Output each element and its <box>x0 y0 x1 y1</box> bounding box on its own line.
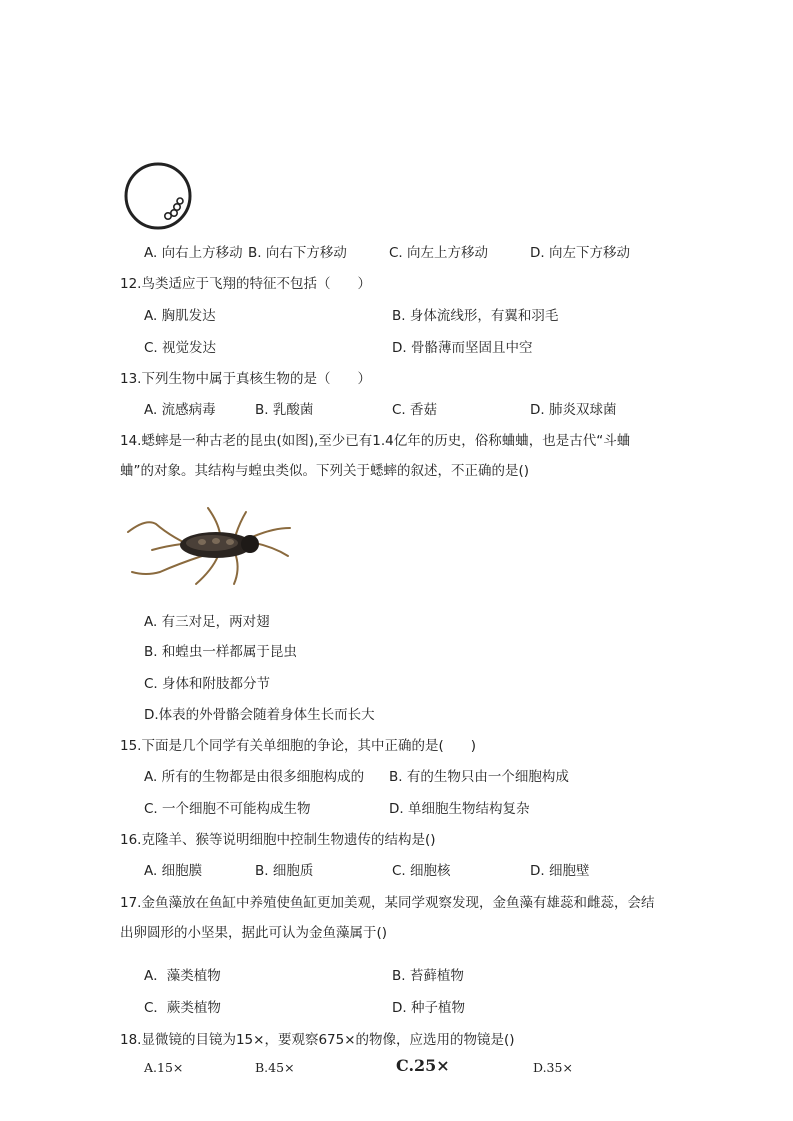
q18-option-d: D.35× <box>533 1060 573 1075</box>
q16-option-d: D. 细胞壁 <box>530 863 590 879</box>
microscope-field-figure <box>122 160 194 232</box>
q16-stem: 16.克隆羊、猴等说明细胞中控制生物遗传的结构是() <box>120 832 436 848</box>
q15-option-b: B. 有的生物只由一个细胞构成 <box>389 769 569 785</box>
q16-option-b: B. 细胞质 <box>255 863 314 879</box>
q18-option-c: C.25× <box>396 1056 450 1075</box>
q14-option-d: D.体表的外骨骼会随着身体生长而长大 <box>144 707 375 723</box>
q18-option-a: A.15× <box>144 1060 184 1075</box>
q13-option-d: D. 肺炎双球菌 <box>530 402 617 418</box>
q18-option-b: B.45× <box>255 1060 295 1075</box>
q14-stem-line1: 14.蟋蟀是一种古老的昆虫(如图),至少已有1.4亿年的历史，俗称蛐蛐，也是古代“斗蛐 <box>120 433 631 449</box>
q11-option-d: D. 向左下方移动 <box>530 245 630 261</box>
q15-stem: 15.下面是几个同学有关单细胞的争论，其中正确的是( ) <box>120 738 477 754</box>
q13-option-a: A. 流感病毒 <box>144 402 216 418</box>
q11-option-a: A. 向右上方移动 <box>144 245 243 261</box>
q16-option-a: A. 细胞膜 <box>144 863 203 879</box>
q12-option-c: C. 视觉发达 <box>144 340 217 356</box>
q17-option-d: D. 种子植物 <box>392 1000 465 1016</box>
q14-option-b: B. 和蝗虫一样都属于昆虫 <box>144 644 297 660</box>
q12-stem: 12.鸟类适应于飞翔的特征不包括（ ） <box>120 276 371 292</box>
q13-option-c: C. 香菇 <box>392 402 438 418</box>
q13-option-b: B. 乳酸菌 <box>255 402 314 418</box>
q15-option-c: C. 一个细胞不可能构成生物 <box>144 801 311 817</box>
q16-option-c: C. 细胞核 <box>392 863 451 879</box>
q13-stem: 13.下列生物中属于真核生物的是（ ） <box>120 371 371 387</box>
q17-stem-line1: 17.金鱼藻放在鱼缸中养殖使鱼缸更加美观，某同学观察发现，金鱼藻有雄蕊和雌蕊，会结 <box>120 895 655 911</box>
q17-option-c: C．蕨类植物 <box>144 1000 221 1016</box>
cricket-figure <box>122 498 292 590</box>
q14-option-a: A. 有三对足，两对翅 <box>144 614 270 630</box>
q12-option-b: B. 身体流线形，有翼和羽毛 <box>392 308 559 324</box>
q12-option-a: A. 胸肌发达 <box>144 308 216 324</box>
q18-stem: 18.显微镜的目镜为15×，要观察675×的物像，应选用的物镜是() <box>120 1032 515 1048</box>
q17-option-a: A．藻类植物 <box>144 968 221 984</box>
q14-option-c: C. 身体和附肢都分节 <box>144 676 271 692</box>
q12-option-d: D. 骨骼薄而坚固且中空 <box>392 340 533 356</box>
q11-option-c: C. 向左上方移动 <box>389 245 489 261</box>
q14-stem-line2: 蛐”的对象。其结构与蝗虫类似。下列关于蟋蟀的叙述，不正确的是() <box>120 463 530 479</box>
q15-option-a: A. 所有的生物都是由很多细胞构成的 <box>144 769 365 785</box>
q11-option-b: B. 向右下方移动 <box>248 245 347 261</box>
q17-option-b: B. 苔藓植物 <box>392 968 464 984</box>
q15-option-d: D. 单细胞生物结构复杂 <box>389 801 530 817</box>
q17-stem-line2: 出卵圆形的小坚果，据此可认为金鱼藻属于() <box>120 925 388 941</box>
